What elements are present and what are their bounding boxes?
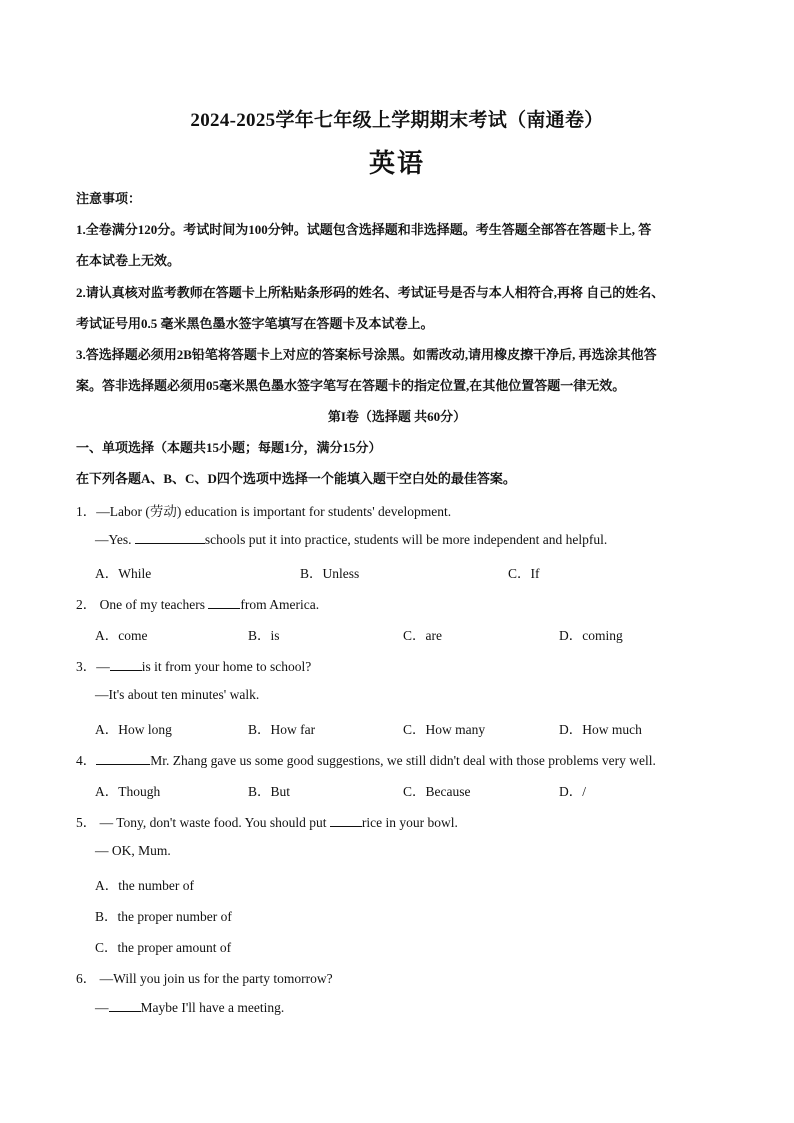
q1-option-b: B．Unless xyxy=(300,566,360,581)
question-number: 3． xyxy=(76,659,97,674)
q4-option-d: D．/ xyxy=(559,784,586,799)
q4-option-a: A．Though xyxy=(95,784,161,799)
q5-option-b: B．the proper number of xyxy=(95,909,232,924)
q2-option-a: A．come xyxy=(95,628,148,643)
notice-item-3-line-1: 3.答选择题必须用2B铅笔将答题卡上对应的答案标号涂黑。如需改动,请用橡皮擦干净后, 再选涂其他答 xyxy=(76,347,657,362)
question-1-line-2: —Yes. schools put it into practice, students will be more independent and helpful. xyxy=(95,532,608,547)
section-instruction: 在下列各题A、B、C、D四个选项中选择一个能填入题干空白处的最佳答案。 xyxy=(76,471,516,486)
q2-option-c: C．are xyxy=(403,628,442,643)
answer-blank xyxy=(109,999,141,1012)
answer-blank xyxy=(208,596,240,609)
question-3-line-2: —It's about ten minutes' walk. xyxy=(95,687,260,702)
question-3: 3．— is it from your home to school? xyxy=(76,659,312,674)
notice-item-2-line-1: 2.请认真核对监考教师在答题卡上所粘贴条形码的姓名、考试证号是否与本人相符合,再将 自己的姓名、 xyxy=(76,285,665,300)
part-title: 第I卷（选择题 共60分） xyxy=(327,409,467,424)
notice-item-1-line-2: 在本试卷上无效。 xyxy=(76,253,181,268)
notice-heading: 注意事项： xyxy=(76,191,142,206)
q2-option-d: D．coming xyxy=(559,628,623,643)
answer-blank xyxy=(110,658,142,671)
q1-option-c: C．If xyxy=(508,566,540,581)
question-6-line-2: — Maybe I'll have a meeting. xyxy=(95,1000,285,1015)
question-4: 4． Mr. Zhang gave us some good suggestions, we still didn't deal with those problems very well. xyxy=(76,753,656,768)
exam-title: 2024-2025学年七年级上学期期末考试（南通卷） xyxy=(190,110,604,131)
notice-item-1-line-1: 1.全卷满分120分。考试时间为100分钟。试题包含选择题和非选择题。考生答题全部答在答题卡上, 答 xyxy=(76,222,652,237)
answer-blank xyxy=(96,752,150,765)
question-6: 6． —Will you join us for the party tomorrow? xyxy=(76,971,333,986)
notice-item-3-line-2: 案。答非选择题必须用05毫米黑色墨水签字笔写在答题卡的指定位置,在其他位置答题一律无效。 xyxy=(76,378,626,393)
question-number: 4． xyxy=(76,753,97,768)
q5-option-c: C．the proper amount of xyxy=(95,940,232,955)
section-heading: 一、单项选择（本题共15小题；每题1分，满分15分） xyxy=(76,440,382,455)
question-text: —Labor (劳动) education is important for students' development. xyxy=(96,504,452,519)
q5-option-a: A．the number of xyxy=(95,878,194,893)
q3-option-c: C．How many xyxy=(403,722,486,737)
question-number: 6． xyxy=(76,971,97,986)
q4-option-b: B．But xyxy=(248,784,291,799)
question-1 xyxy=(76,500,451,520)
answer-blank xyxy=(330,814,362,827)
question-5-line-2: — OK, Mum. xyxy=(95,843,171,858)
q3-option-b: B．How far xyxy=(248,722,316,737)
subject-title: 英语 xyxy=(368,149,425,178)
question-number: 1． xyxy=(76,504,97,519)
answer-blank xyxy=(135,531,205,544)
question-5: 5． — Tony, don't waste food. You should put rice in your bowl. xyxy=(76,815,458,830)
question-2: 2． One of my teachers from America. xyxy=(76,597,320,612)
q3-option-d: D．How much xyxy=(559,722,642,737)
q2-option-b: B．is xyxy=(248,628,280,643)
q1-option-a: A．While xyxy=(95,566,152,581)
q3-option-a: A．How long xyxy=(95,722,172,737)
notice-item-2-line-2: 考试证号用0.5 毫米黑色墨水签字笔填写在答题卡及本试卷上。 xyxy=(76,316,434,331)
question-number: 5． xyxy=(76,815,97,830)
q4-option-c: C．Because xyxy=(403,784,471,799)
question-number: 2． xyxy=(76,597,97,612)
